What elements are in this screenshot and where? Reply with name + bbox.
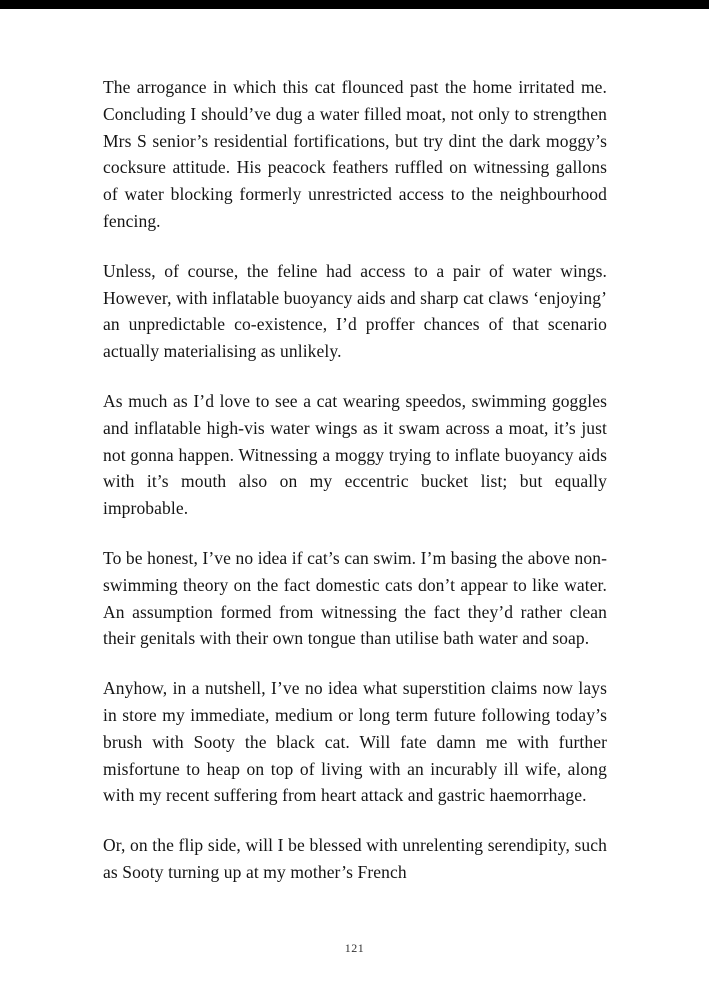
page-number: 121	[344, 941, 365, 955]
page-content	[103, 74, 607, 909]
paragraph: The arrogance in which this cat flounced past the home irritated me. Concluding I should’ve dug a water filled moat, not only to strengthen Mrs S senior’s residential fortifications, but try dint the dark moggy’s cocksure attitude. His peacock feathers ruffled on witnessing gallons of water blocking formerly unrestricted access to the neighbourhood fencing.	[103, 77, 607, 231]
paragraph: Or, on the flip side, will I be blessed with unrelenting serendipity, such as Sooty turning up at my mother’s French	[103, 835, 607, 882]
paragraph: To be honest, I’ve no idea if cat’s can swim. I’m basing the above non-swimming theory on the fact domestic cats don’t appear to like water. An assumption formed from witnessing the fact they’d rather clean their genitals with their own tongue than utilise bath water and soap.	[103, 547, 607, 649]
page-top-border	[0, 0, 709, 9]
paragraph: As much as I’d love to see a cat wearing speedos, swimming goggles and inflatable high-vis water wings as it swam across a moat, it’s just not gonna happen. Witnessing a moggy trying to inflate buoyancy aids with it’s mouth also on my eccentric bucket list; but equally improbable.	[103, 390, 607, 519]
paragraph: Anyhow, in a nutshell, I’ve no idea what superstition claims now lays in store my immediate, medium or long term future following today’s brush with Sooty the black cat. Will fate damn me with further misfortune to heap on top of living with an incurably ill wife, along with my recent suffering from heart attack and gastric haemorrhage.	[103, 678, 607, 806]
paragraph: Unless, of course, the feline had access to a pair of water wings. However, with inflatable buoyancy aids and sharp cat claws ‘enjoying’ an unpredictable co-existence, I’d proffer chances of that scenario actually materialising as unlikely.	[103, 260, 607, 362]
